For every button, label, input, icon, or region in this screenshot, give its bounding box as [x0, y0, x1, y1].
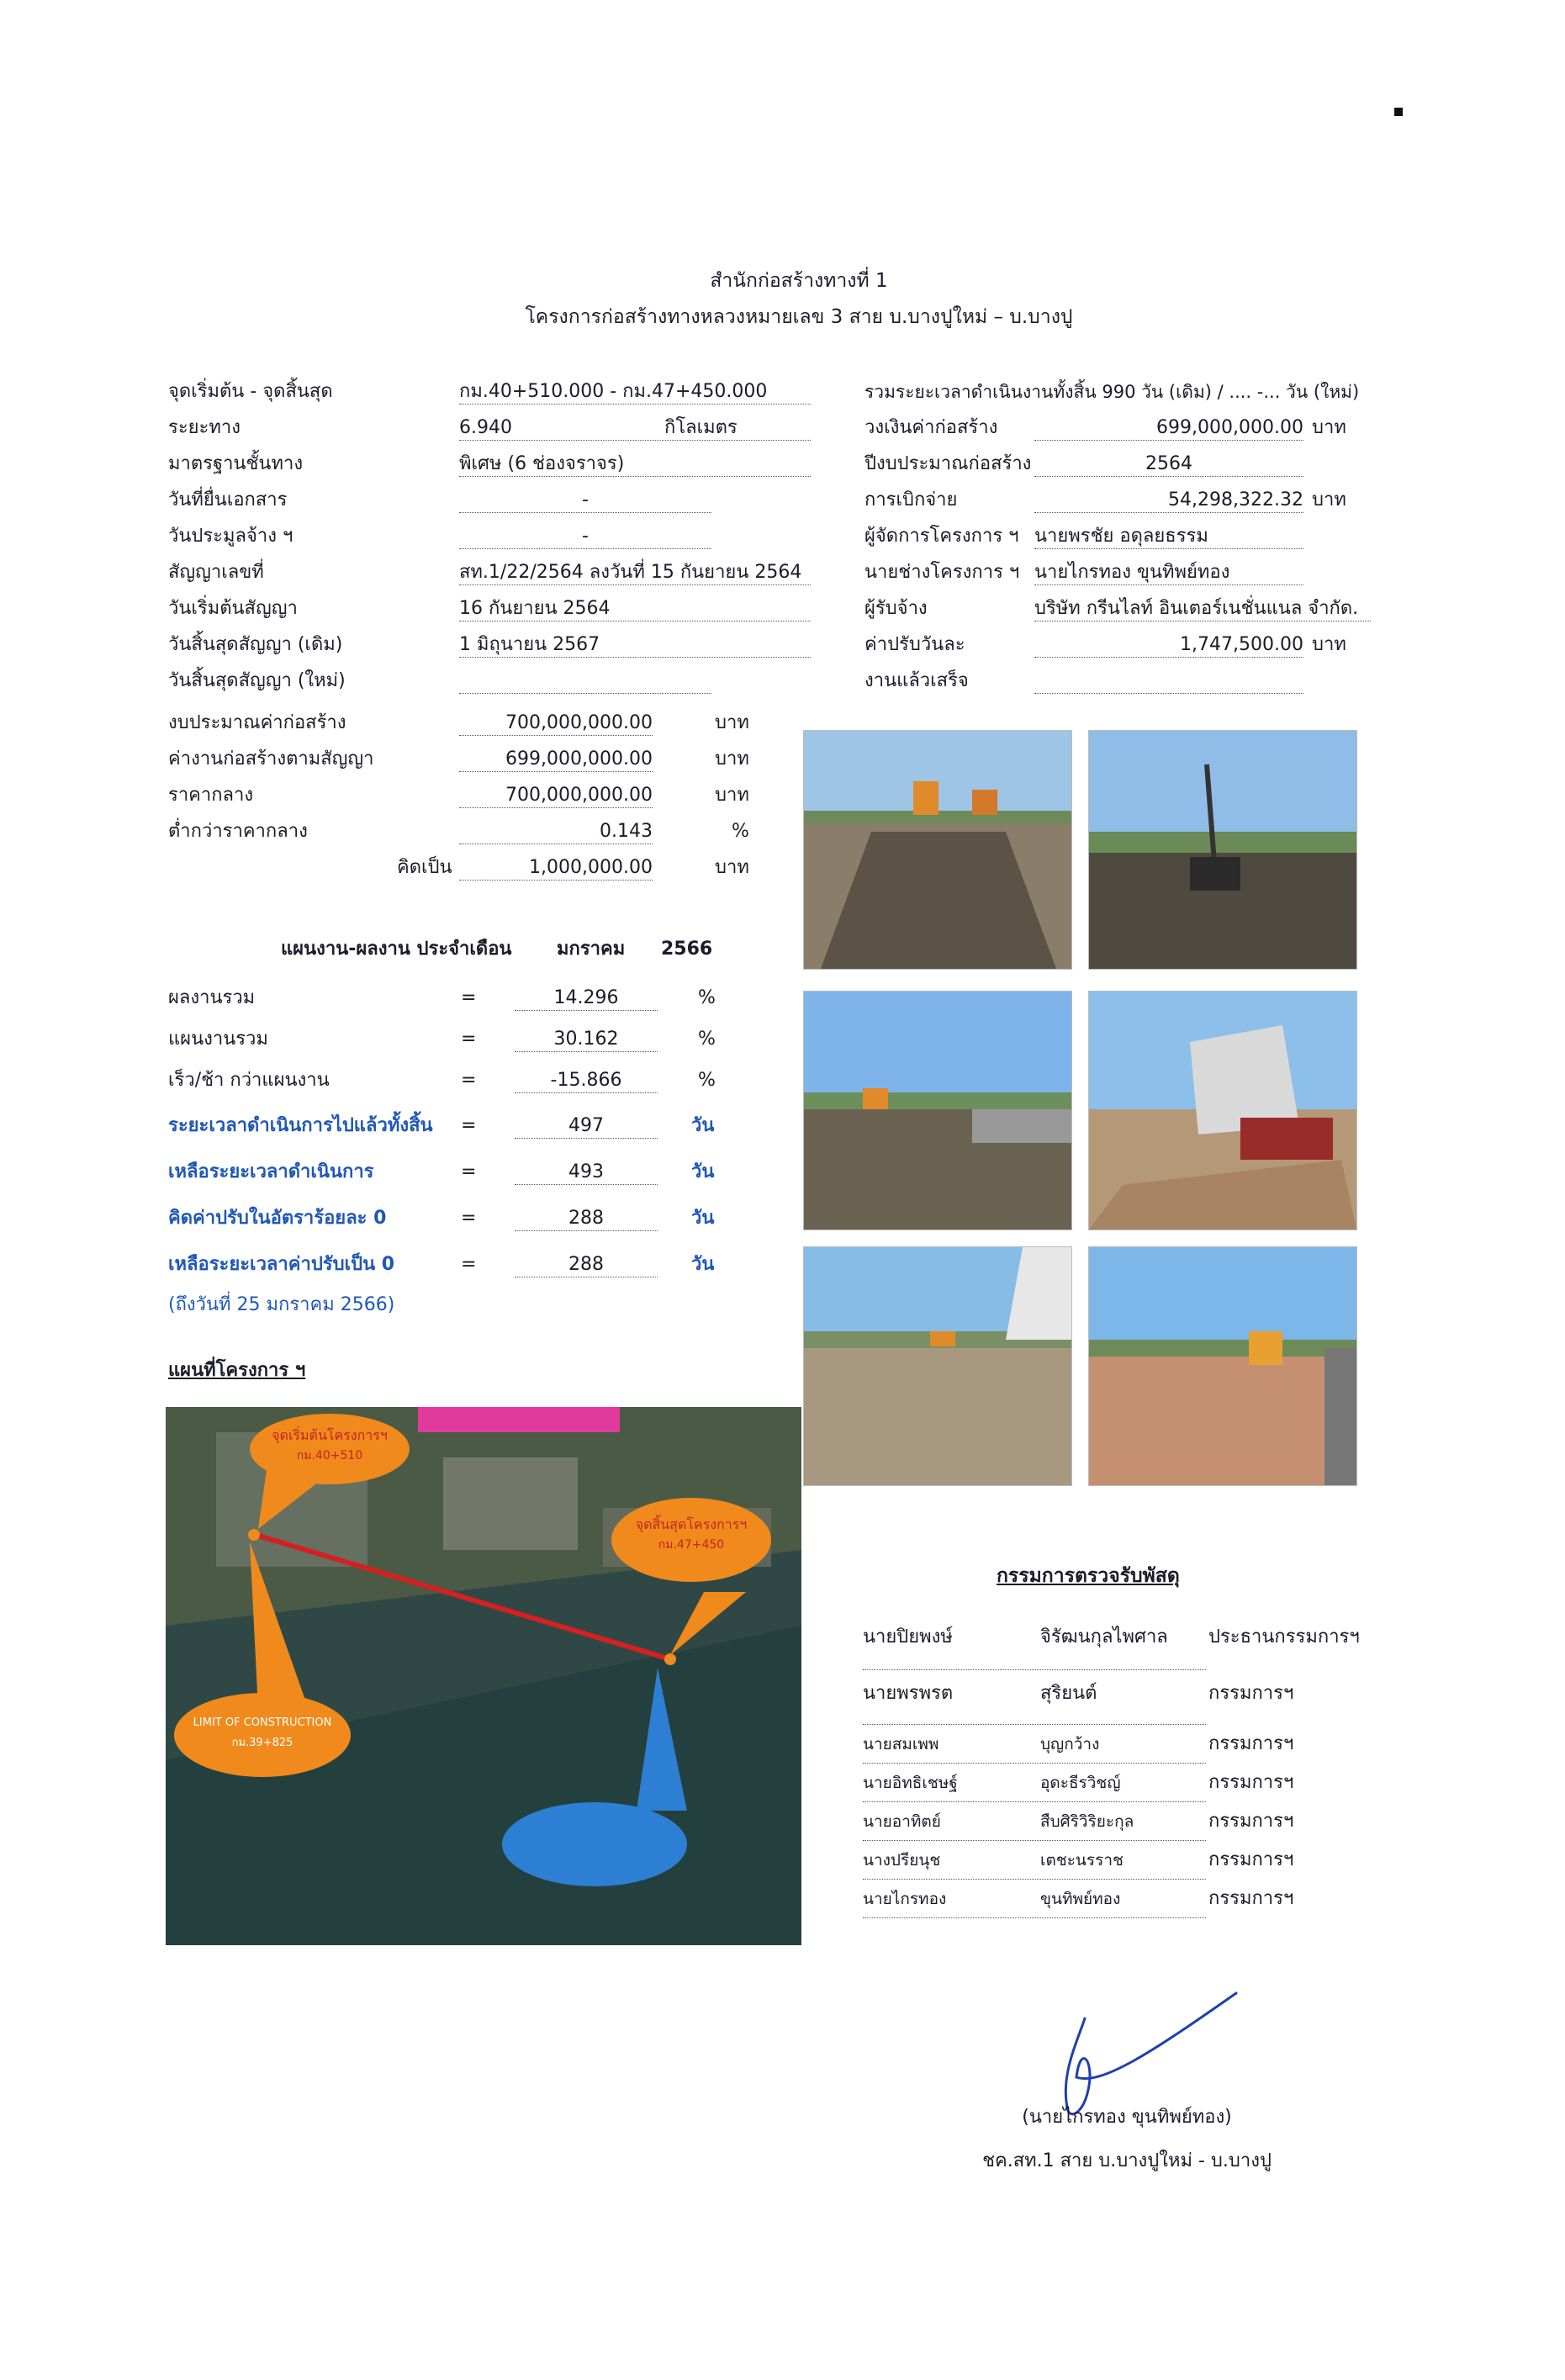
- site-photo-4: [1088, 991, 1357, 1230]
- progress-eq: =: [461, 1161, 477, 1182]
- info-value: กม.40+510.000 - กม.47+450.000: [459, 380, 811, 405]
- member-role: กรรมการฯ: [1208, 1683, 1294, 1704]
- info-value: 6.940: [459, 416, 811, 441]
- budget-value: 1,000,000.00: [459, 856, 653, 881]
- budget-unit: บาท: [715, 712, 749, 733]
- info-label: ค่าปรับวันละ: [864, 634, 965, 655]
- info-label: ผู้รับจ้าง: [864, 598, 928, 619]
- map-end-km: กม.47+450: [658, 1538, 725, 1552]
- member-last: ขุนทิพย์ทอง: [1040, 1890, 1121, 1908]
- map-heading: แผนที่โครงการ ฯ: [168, 1360, 306, 1381]
- site-photo-3: [803, 991, 1072, 1230]
- info-unit: กิโลเมตร: [664, 417, 738, 438]
- member-last: จิรัฒนกุลไพศาล: [1040, 1626, 1168, 1647]
- info-unit: บาท: [1312, 634, 1346, 655]
- info-value: สท.1/22/2564 ลงวันที่ 15 กันยายน 2564: [459, 561, 811, 585]
- map-image: [166, 1407, 801, 1945]
- info-value: นายไกรทอง ขุนทิพย์ทอง: [1034, 561, 1303, 585]
- member-first: นายปิยพงษ์: [863, 1626, 953, 1647]
- info-value: [1034, 669, 1303, 694]
- info-label: มาตรฐานชั้นทาง: [168, 453, 304, 474]
- budget-unit: บาท: [715, 748, 749, 770]
- info-label: วันประมูลจ้าง ฯ: [168, 526, 293, 547]
- info-label: งานแล้วเสร็จ: [864, 670, 969, 691]
- signature-name: (นายไกรทอง ขุนทิพย์ทอง): [1022, 2107, 1232, 2128]
- scan-mark: [1394, 108, 1403, 116]
- committee-title: กรรมการตรวจรับพัสดุ: [997, 1565, 1180, 1587]
- member-first: นายสมเพพ: [863, 1735, 939, 1753]
- progress-unit: วัน: [691, 1254, 715, 1275]
- budget-unit: บาท: [715, 857, 749, 878]
- member-divider: [863, 1724, 1206, 1725]
- member-divider: [863, 1669, 1206, 1670]
- budget-value: 0.143: [459, 820, 653, 844]
- progress-label: เร็ว/ช้า กว่าแผนงาน: [168, 1070, 330, 1091]
- budget-unit: %: [732, 821, 749, 842]
- map-end-label: จุดสิ้นสุดโครงการฯ: [635, 1516, 748, 1532]
- map-blue-callout: [502, 1802, 687, 1886]
- site-photo-5: [803, 1246, 1072, 1486]
- budget-unit: บาท: [715, 785, 749, 806]
- info-value: -: [459, 489, 711, 513]
- progress-value: 288: [515, 1253, 658, 1277]
- info-value: [459, 669, 711, 694]
- member-first: นายอาทิตย์: [863, 1812, 941, 1831]
- member-first: นายไกรทอง: [863, 1890, 947, 1908]
- progress-month: มกราคม: [557, 939, 626, 960]
- progress-label: เหลือระยะเวลาค่าปรับเป็น 0: [168, 1254, 395, 1275]
- progress-value: 30.162: [515, 1028, 658, 1052]
- member-divider: [863, 1763, 1206, 1764]
- member-last: บุญกว้าง: [1040, 1735, 1100, 1753]
- info-value: บริษัท กรีนไลท์ อินเตอร์เนชั่นแนล จำกัด.: [1034, 597, 1371, 621]
- progress-label: เหลือระยะเวลาดำเนินการ: [168, 1161, 374, 1182]
- progress-eq: =: [461, 1115, 477, 1136]
- budget-label: คิดเป็น: [397, 857, 452, 878]
- progress-unit: %: [698, 1070, 716, 1091]
- info-label: วันสิ้นสุดสัญญา (เดิม): [168, 634, 343, 655]
- member-last: สืบศิริวิริยะกุล: [1040, 1812, 1134, 1831]
- member-role: กรรมการฯ: [1208, 1849, 1294, 1870]
- info-value: 699,000,000.00: [1034, 416, 1303, 441]
- budget-value: 700,000,000.00: [459, 784, 653, 808]
- info-label: รวมระยะเวลาดำเนินงานทั้งสิ้น 990 วัน (เดิม) / .... -... วัน (ใหม่): [864, 382, 1360, 402]
- progress-label: ระยะเวลาดำเนินการไปแล้วทั้งสิ้น: [168, 1115, 433, 1136]
- member-first: นางปรียนุช: [863, 1851, 941, 1870]
- budget-value: 700,000,000.00: [459, 711, 653, 736]
- member-divider: [863, 1840, 1206, 1841]
- info-value: 16 กันยายน 2564: [459, 597, 811, 621]
- progress-eq: =: [461, 1070, 477, 1091]
- progress-value: 493: [515, 1161, 658, 1185]
- site-photo-1: [803, 730, 1072, 970]
- map-limit-km: กม.39+825: [231, 1737, 293, 1749]
- map-limit-callout: [174, 1693, 351, 1777]
- info-label: วันที่ยื่นเอกสาร: [168, 489, 288, 510]
- member-last: อุดะธีรวิชญ์: [1040, 1774, 1121, 1792]
- progress-unit: %: [698, 1029, 716, 1050]
- info-label: สัญญาเลขที่: [168, 562, 264, 583]
- progress-unit: วัน: [691, 1208, 715, 1229]
- progress-value: -15.866: [515, 1069, 658, 1093]
- info-label: วงเงินค่าก่อสร้าง: [864, 417, 998, 438]
- info-label: วันสิ้นสุดสัญญา (ใหม่): [168, 670, 346, 691]
- member-role: กรรมการฯ: [1208, 1772, 1294, 1793]
- member-divider: [863, 1917, 1206, 1918]
- info-label: ผู้จัดการโครงการ ฯ: [864, 526, 1019, 547]
- progress-value: 14.296: [515, 986, 658, 1011]
- progress-value: 288: [515, 1207, 658, 1231]
- member-divider: [863, 1879, 1206, 1880]
- site-photo-2: [1088, 730, 1357, 970]
- progress-label: คิดค่าปรับในอัตราร้อยละ 0: [168, 1208, 387, 1229]
- info-label: นายช่างโครงการ ฯ: [864, 562, 1020, 583]
- progress-year: 2566: [661, 939, 713, 960]
- info-unit: บาท: [1312, 417, 1346, 438]
- office-title: สำนักก่อสร้างทางที่ 1: [710, 270, 888, 292]
- member-first: นายพรพรต: [863, 1683, 954, 1704]
- map-limit-label: LIMIT OF CONSTRUCTION: [193, 1716, 332, 1729]
- info-value: นายพรชัย อดุลยธรรม: [1034, 525, 1303, 549]
- map-start-label: จุดเริ่มต้นโครงการฯ: [272, 1427, 388, 1443]
- project-title: โครงการก่อสร้างทางหลวงหมายเลข 3 สาย บ.บางปูใหม่ – บ.บางปู: [525, 306, 1073, 328]
- member-last: สุริยนต์: [1040, 1683, 1097, 1704]
- progress-eq: =: [461, 987, 477, 1008]
- map-start-km: กม.40+510: [296, 1449, 363, 1462]
- budget-label: งบประมาณค่าก่อสร้าง: [168, 712, 346, 733]
- budget-value: 699,000,000.00: [459, 748, 653, 772]
- member-role: ประธานกรรมการฯ: [1208, 1626, 1360, 1647]
- progress-eq: =: [461, 1029, 477, 1050]
- info-value: พิเศษ (6 ช่องจราจร): [459, 452, 811, 477]
- info-value: -: [459, 525, 711, 549]
- info-value: 1 มิถุนายน 2567: [459, 633, 811, 658]
- signature-position: ชค.สท.1 สาย บ.บางปูใหม่ - บ.บางปู: [982, 2150, 1272, 2171]
- info-label: ระยะทาง: [168, 417, 241, 438]
- info-label: วันเริ่มต้นสัญญา: [168, 598, 298, 619]
- site-photo-6: [1088, 1246, 1357, 1486]
- info-label: จุดเริ่มต้น - จุดสิ้นสุด: [168, 381, 333, 402]
- progress-unit: %: [698, 987, 716, 1008]
- info-value: 1,747,500.00: [1034, 633, 1303, 658]
- member-divider: [863, 1801, 1206, 1802]
- info-value: 54,298,322.32: [1034, 489, 1303, 513]
- budget-label: ค่างานก่อสร้างตามสัญญา: [168, 748, 374, 770]
- member-first: นายอิทธิเชษฐ์: [863, 1774, 958, 1792]
- info-unit: บาท: [1312, 489, 1346, 510]
- member-role: กรรมการฯ: [1208, 1888, 1294, 1909]
- progress-value: 497: [515, 1114, 658, 1139]
- info-value: 2564: [1034, 452, 1303, 477]
- budget-label: ราคากลาง: [168, 785, 254, 806]
- member-role: กรรมการฯ: [1208, 1811, 1294, 1832]
- member-role: กรรมการฯ: [1208, 1733, 1294, 1754]
- info-label: ปีงบประมาณก่อสร้าง: [864, 453, 1032, 474]
- progress-label: แผนงานรวม: [168, 1029, 268, 1050]
- progress-label: ผลงานรวม: [168, 987, 256, 1008]
- progress-unit: วัน: [691, 1115, 715, 1136]
- progress-as-of: (ถึงวันที่ 25 มกราคม 2566): [168, 1294, 395, 1315]
- member-last: เตชะนรราช: [1040, 1851, 1124, 1870]
- progress-unit: วัน: [691, 1161, 715, 1182]
- info-label: การเบิกจ่าย: [864, 489, 958, 510]
- project-map: [166, 1407, 801, 1945]
- progress-title: แผนงาน-ผลงาน ประจำเดือน: [281, 939, 512, 960]
- budget-label: ต่ำกว่าราคากลาง: [168, 821, 308, 842]
- progress-eq: =: [461, 1208, 477, 1229]
- progress-eq: =: [461, 1254, 477, 1275]
